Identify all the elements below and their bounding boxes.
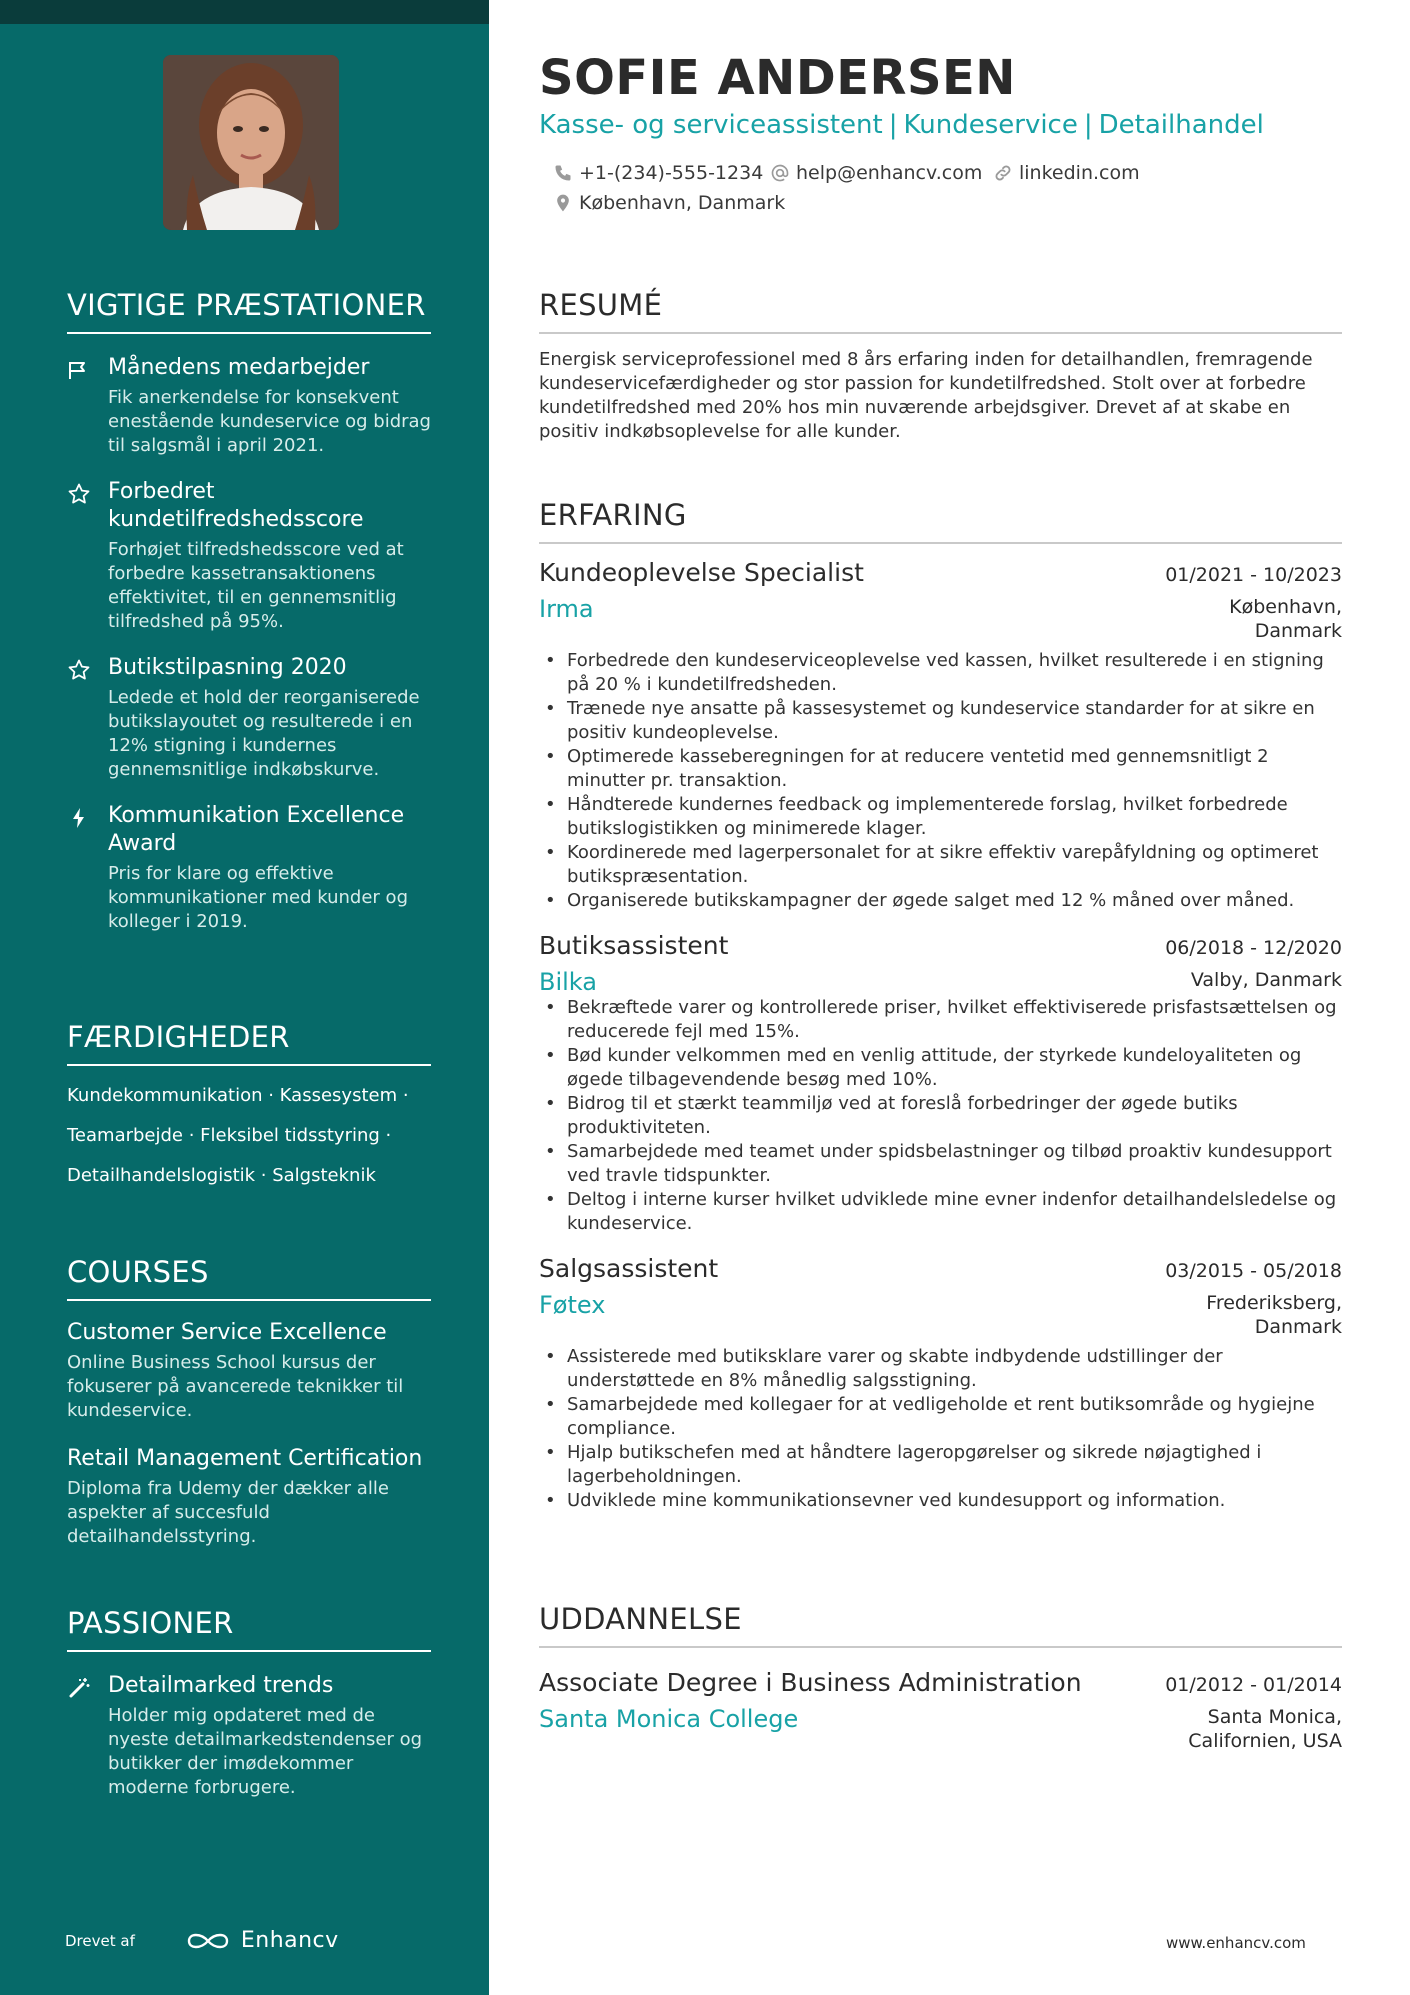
job-bullet: • Optimerede kasseberegningen for at reducere ventetid med gennemsnitligt 2 minutter pr. transaktion. xyxy=(539,745,1342,793)
star-icon xyxy=(67,658,91,682)
enhancv-brand: Enhancv xyxy=(240,1928,339,1953)
contact-phone[interactable] xyxy=(553,162,763,184)
job-bullet: • Samarbejdede med teamet under spidsbelastninger og tilbød proaktiv kundesupport ved travle tidspunkter. xyxy=(539,1140,1342,1188)
course-title: Customer Service Excellence xyxy=(67,1320,387,1345)
flag-icon xyxy=(67,358,91,382)
courses-title: COURSES xyxy=(67,1255,431,1301)
courses-section xyxy=(67,1255,431,1549)
course-item xyxy=(67,1445,431,1549)
job-dates: 03/2015 - 05/2018 xyxy=(1165,1260,1342,1282)
headline-separator: | xyxy=(1083,110,1093,140)
passions-title: PASSIONER xyxy=(67,1606,431,1652)
job-bullet: • Bidrog til et stærkt teammiljø ved at foreslå forbedringer der øgede butiks produktiviteten. xyxy=(539,1092,1342,1140)
education-section xyxy=(539,1602,1342,1753)
course-item xyxy=(67,1319,431,1423)
link-icon xyxy=(993,163,1013,183)
achievement-item xyxy=(67,478,431,634)
powered-by-text: Drevet af xyxy=(65,1931,135,1950)
job-location-line: Danmark xyxy=(1254,1316,1342,1338)
achievement-item xyxy=(67,354,431,458)
passions-section xyxy=(67,1606,431,1800)
footer-url[interactable]: www.enhancv.com xyxy=(1166,1934,1306,1952)
job-bullet: • Trænede nye ansatte på kassesystemet og kundeservice standarder for at sikre en positiv kundeoplevelse. xyxy=(539,697,1342,745)
job-location-line: Valby, Danmark xyxy=(1190,969,1342,991)
job-bullet: • Bød kunder velkommen med en venlig attitude, der styrkede kundeloyaliteten og øgede tilbagevendende besøg med 10%. xyxy=(539,1044,1342,1092)
experience-section xyxy=(539,498,1342,1513)
skills-row: Kundekommunikation · Kassesystem · xyxy=(67,1085,409,1106)
achievement-title: Butikstilpasning 2020 xyxy=(108,655,347,680)
job-location xyxy=(1206,1291,1342,1339)
enhancv-logo[interactable] xyxy=(185,1928,339,1953)
job-bullets xyxy=(539,1345,1342,1513)
job-bullet: • Samarbejdede med kollegaer for at vedligeholde et rent butiksområde og hygiejne compliance. xyxy=(539,1393,1342,1441)
job-bullet: • Forbedrede den kundeserviceoplevelse ved kassen, hvilket resulterede i en stigning på 20 % i kundetilfredsheden. xyxy=(539,649,1342,697)
achievement-description: Ledede et hold der reorganiserede butikslayoutet og resulterede i en 12% stigning i kundernes gennemsnitlige indkøbskurve. xyxy=(108,687,420,780)
phone-text: +1-(234)-555-1234 xyxy=(579,162,764,184)
education-title: UDDANNELSE xyxy=(539,1602,1342,1648)
achievement-title: Kommunikation Excellence Award xyxy=(108,803,405,856)
job-role: Butiksassistent xyxy=(539,931,729,960)
job-bullet: • Organiserede butikskampagner der øgede salget med 12 % måned over måned. xyxy=(539,889,1342,913)
job-bullet: • Hjalp butikschefen med at håndtere lageropgørelser og sikrede nøjagtighed i lagerbeholdningen. xyxy=(539,1441,1342,1489)
course-description: Diploma fra Udemy der dækker alle aspekter af succesfuld detailhandelsstyring. xyxy=(67,1478,389,1547)
job-bullet: • Assisterede med butiksklare varer og skabte indbydende udstillinger der understøttede en 8% månedlig salgsstigning. xyxy=(539,1345,1342,1393)
skills-title: FÆRDIGHEDER xyxy=(67,1020,431,1066)
education-entry xyxy=(539,1668,1342,1753)
lightning-icon xyxy=(67,806,91,830)
at-icon xyxy=(770,163,790,183)
summary-title: RESUMÉ xyxy=(539,288,1342,334)
job-role: Kundeoplevelse Specialist xyxy=(539,558,864,587)
job-bullets xyxy=(539,996,1342,1236)
skills-row: Teamarbejde · Fleksibel tidsstyring · xyxy=(67,1125,392,1146)
passion-item xyxy=(67,1672,431,1800)
candidate-name: SOFIE ANDERSEN xyxy=(539,50,1016,106)
job-bullet: • Udviklede mine kommunikationsevner ved kundesupport og information. xyxy=(539,1489,1342,1513)
headline xyxy=(539,110,1264,140)
job-company: Irma xyxy=(539,595,594,623)
job-bullet: • Håndterede kundernes feedback og implementerede forslag, hvilket forbedrede butikslogistikken og minimerede klager. xyxy=(539,793,1342,841)
job-location-line: Danmark xyxy=(1254,620,1342,642)
email-text: help@enhancv.com xyxy=(796,162,983,184)
job-entry xyxy=(539,558,1342,913)
linkedin-text: linkedin.com xyxy=(1019,162,1140,184)
experience-title: ERFARING xyxy=(539,498,1342,544)
education-location-line: Californien, USA xyxy=(1188,1730,1342,1752)
job-bullet: • Koordinerede med lagerpersonalet for at sikre effektiv varepåfyldning og optimeret butikspræsentation. xyxy=(539,841,1342,889)
phone-icon xyxy=(553,163,573,183)
sidebar xyxy=(0,0,489,1995)
job-bullet: • Bekræftede varer og kontrollerede priser, hvilket effektiviserede prisfastsættelsen og reducerede fejl med 15%. xyxy=(539,996,1342,1044)
powered-by xyxy=(65,1928,339,1953)
job-entry xyxy=(539,1254,1342,1513)
achievement-description: Forhøjet tilfredshedsscore ved at forbedre kassetransaktionens effektivitet, til en gennemsnitlig tilfredshed på 95%. xyxy=(108,539,404,632)
job-dates: 01/2021 - 10/2023 xyxy=(1165,564,1342,586)
summary-section xyxy=(539,288,1342,444)
achievements-title: VIGTIGE PRÆSTATIONER xyxy=(67,288,431,334)
location-pin-icon xyxy=(553,193,573,213)
achievement-item xyxy=(67,802,431,934)
star-icon xyxy=(67,482,91,506)
education-degree: Associate Degree i Business Administration xyxy=(539,1668,1082,1697)
job-bullets xyxy=(539,649,1342,913)
achievement-description: Fik anerkendelse for konsekvent enestående kundeservice og bidrag til salgsmål i april 2021. xyxy=(108,387,431,456)
job-role: Salgsassistent xyxy=(539,1254,719,1283)
profile-photo xyxy=(163,55,339,230)
course-description: Online Business School kursus der fokuserer på avancerede teknikker til kundeservice. xyxy=(67,1352,404,1421)
headline-separator: | xyxy=(888,110,898,140)
sidebar-top-bar xyxy=(0,0,489,24)
skills-section xyxy=(67,1020,431,1188)
achievement-title: Forbedret kundetilfredshedsscore xyxy=(108,479,364,532)
magic-wand-icon xyxy=(67,1676,91,1700)
job-company: Bilka xyxy=(539,968,597,996)
job-location-line: Frederiksberg, xyxy=(1206,1292,1342,1314)
summary-text: Energisk serviceprofessionel med 8 års erfaring inden for detailhandlen, fremragende kundeservicefærdigheder og stor passion for kundetilfredshed. Stolt over at forbedre kundetilfredshed med 20% hos min nuværende arbejdsgiver. Drevet af at skabe en positiv indkøbsoplevelse for alle kunder. xyxy=(539,349,1313,442)
education-location xyxy=(1188,1705,1342,1753)
passion-description: Holder mig opdateret med de nyeste detailmarkedstendenser og butikker der imødekommer moderne forbrugere. xyxy=(108,1705,423,1798)
education-dates: 01/2012 - 01/2014 xyxy=(1165,1674,1342,1696)
headline-part: Kasse- og serviceassistent xyxy=(539,110,883,140)
achievement-title: Månedens medarbejder xyxy=(108,355,370,380)
job-location xyxy=(1191,968,1342,992)
job-company: Føtex xyxy=(539,1291,606,1319)
achievement-description: Pris for klare og effektive kommunikationer med kunder og kolleger i 2019. xyxy=(108,863,408,932)
enhancv-logo-icon xyxy=(185,1929,231,1953)
contact-email[interactable] xyxy=(770,162,982,184)
job-entry xyxy=(539,931,1342,1236)
course-title: Retail Management Certification xyxy=(67,1446,423,1471)
job-location-line: København, xyxy=(1229,596,1342,618)
job-location xyxy=(1229,595,1342,643)
skills-row: Detailhandelslogistik · Salgsteknik xyxy=(67,1165,376,1186)
location-text: København, Danmark xyxy=(579,192,786,214)
education-school: Santa Monica College xyxy=(539,1705,799,1733)
achievements-section xyxy=(67,288,431,934)
headline-part: Detailhandel xyxy=(1098,110,1264,140)
job-dates: 06/2018 - 12/2020 xyxy=(1165,937,1342,959)
contact-linkedin[interactable] xyxy=(993,162,1140,184)
job-bullet: • Deltog i interne kurser hvilket udviklede mine evner indenfor detailhandelsledelse og kundeservice. xyxy=(539,1188,1342,1236)
headline-part: Kundeservice xyxy=(903,110,1078,140)
education-location-line: Santa Monica, xyxy=(1207,1706,1342,1728)
passion-title: Detailmarked trends xyxy=(108,1673,334,1698)
contact-location xyxy=(553,192,785,214)
achievement-item xyxy=(67,654,431,782)
